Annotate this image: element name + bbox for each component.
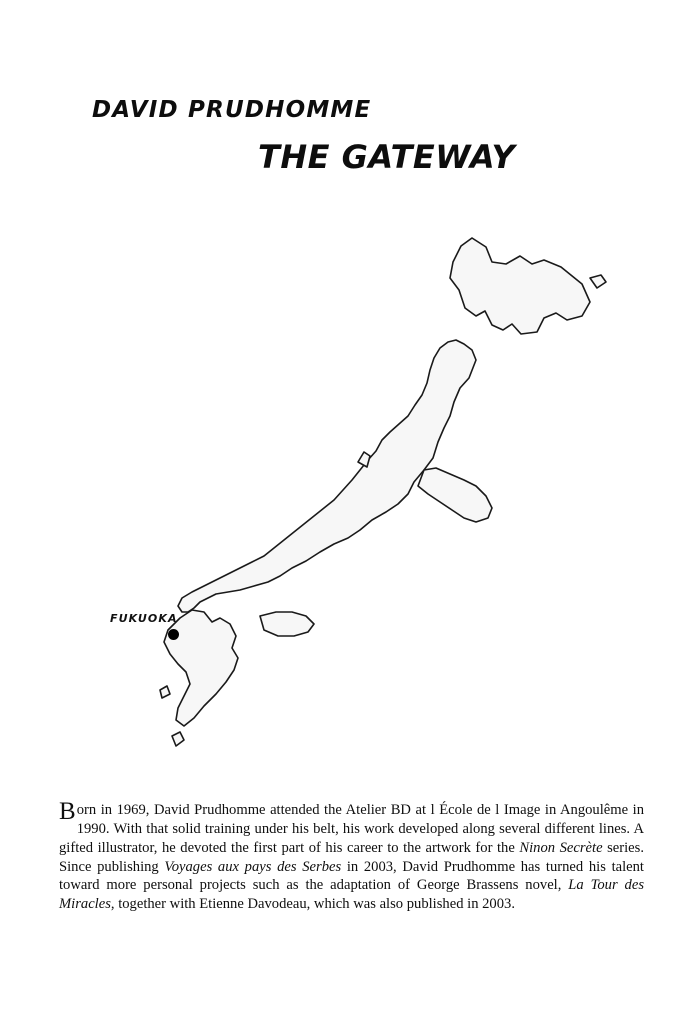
bio-text-3: in 2003, David Prudhomme has turned his talent toward more personal projects such as the adaptation of George Brassens novel, bbox=[59, 858, 644, 894]
bio-dropcap: B bbox=[59, 797, 76, 825]
bio-italic-title-1: Ninon Secrète bbox=[519, 839, 603, 856]
japan-map bbox=[120, 220, 640, 760]
bio-text-4: , together with Etienne Davodeau, which was also published in 2003. bbox=[110, 896, 515, 913]
bio-italic-title-2: Voyages aux pays des Serbes bbox=[164, 858, 342, 875]
bio-italic-title-3: La Tour des Miracles bbox=[59, 877, 644, 913]
page-author: DAVID PRUDHOMME bbox=[92, 97, 372, 123]
page-title: THE GATEWAY bbox=[258, 138, 516, 176]
fukuoka-marker-dot bbox=[168, 629, 179, 640]
bio-text-1: orn in 1969, David Prudhomme attended the Atelier BD at l École de l Image in Angoulême in 1990. With that solid training under his belt, his work developed along several different lines. A gifted illustrator, he devoted the first part of his career to the artwork for the bbox=[59, 801, 644, 856]
bio-text-2: series. Since publishing bbox=[59, 839, 644, 875]
fukuoka-label: FUKUOKA bbox=[110, 612, 178, 625]
author-bio-paragraph bbox=[59, 797, 644, 915]
